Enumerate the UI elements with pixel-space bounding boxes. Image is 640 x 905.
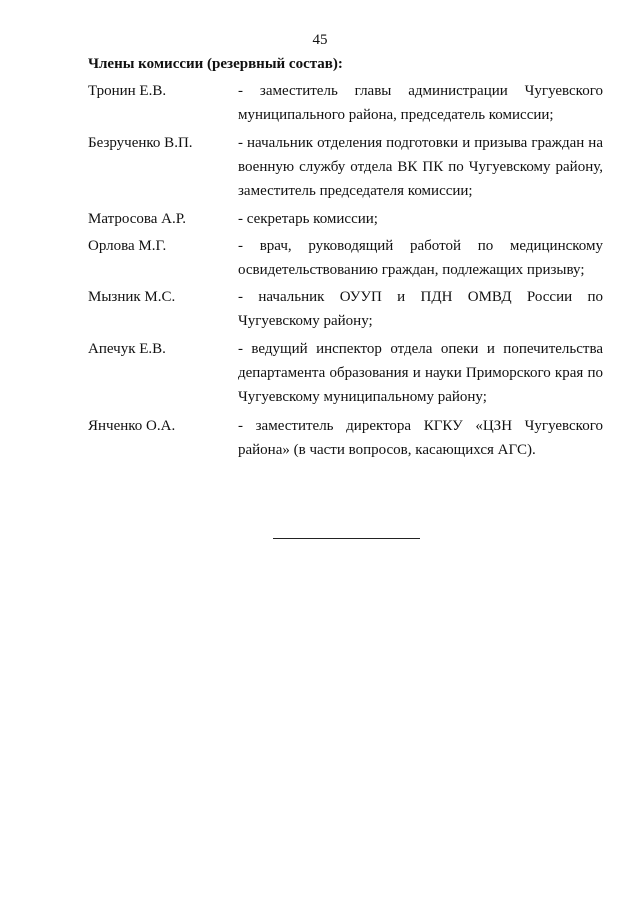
member-name: Орлова М.Г.: [88, 238, 167, 254]
member-role: - начальник отделения подготовки и призыва граждан на военную службу отдела ВК ПК по Чугуевскому району, заместитель председателя комиссии;: [238, 135, 603, 199]
member-name: Мызник М.С.: [88, 289, 176, 305]
separator-line: [273, 538, 420, 539]
member-name: Тронин Е.В.: [88, 83, 167, 99]
member-name: Апечук Е.В.: [88, 341, 166, 357]
member-role: - начальник ОУУП и ПДН ОМВД России по Чугуевскому району;: [238, 289, 603, 329]
member-name: Безрученко В.П.: [88, 135, 193, 151]
member-role: - заместитель главы администрации Чугуевского муниципального района, председатель комиссии;: [238, 83, 603, 123]
member-role: - заместитель директора КГКУ «ЦЗН Чугуевского района» (в части вопросов, касающихся АГС).: [238, 418, 603, 458]
member-name: Матросова А.Р.: [88, 211, 186, 227]
member-role: - секретарь комиссии;: [238, 211, 378, 227]
member-role: - врач, руководящий работой по медицинскому освидетельствованию граждан, подлежащих призыву;: [238, 238, 603, 278]
page-number: 45: [312, 32, 328, 48]
member-name: Янченко О.А.: [88, 418, 176, 434]
section-heading: Члены комиссии (резервный состав):: [88, 56, 343, 72]
member-role: - ведущий инспектор отдела опеки и попечительства департамента образования и науки Приморского края по Чугуевскому муниципальному району;: [238, 341, 603, 405]
